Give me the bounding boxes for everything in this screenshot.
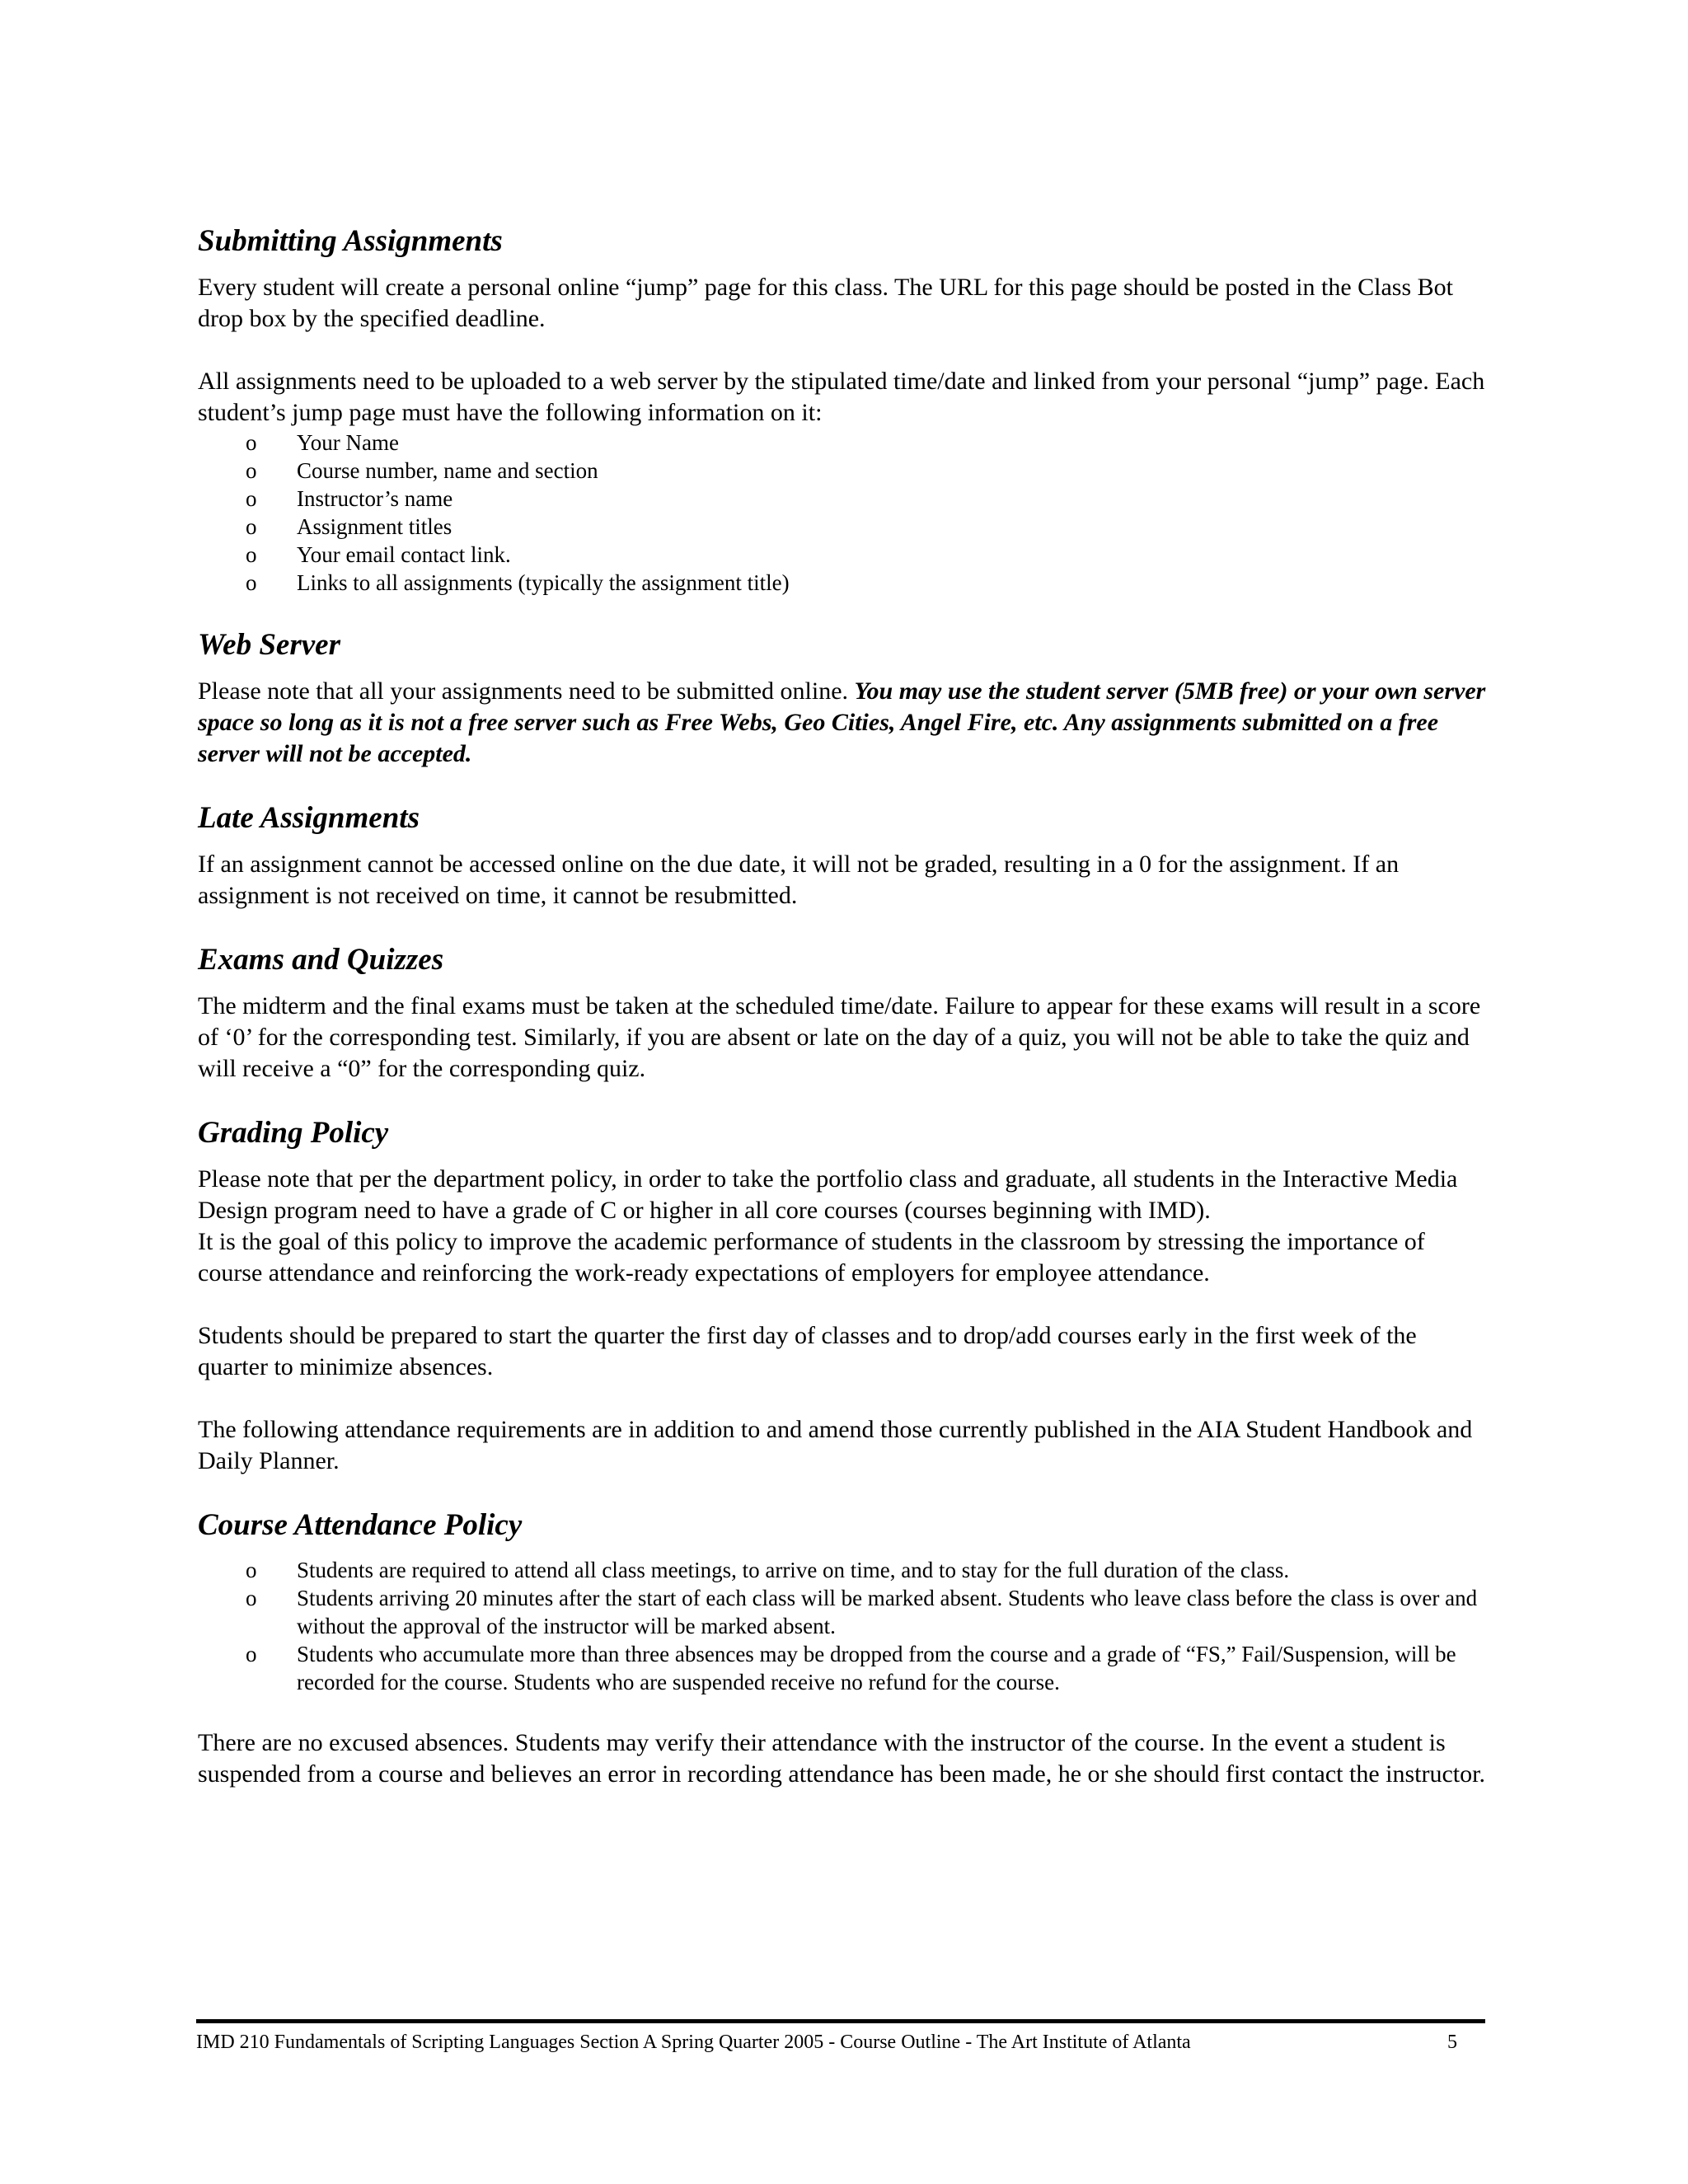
jump-page-requirements-list (198, 429, 1492, 597)
heading-course-attendance-policy: Course Attendance Policy (198, 1508, 523, 1542)
attendance-rules-list (198, 1556, 1492, 1696)
bullet-marker: o (246, 570, 257, 595)
heading-grading-policy: Grading Policy (198, 1116, 389, 1150)
list-item: o Students arriving 20 minutes after the start of each class will be marked absent. Students who leave class before the class is over and without the approval of the instructor will be marked absent. (246, 1586, 1478, 1638)
heading-web-server: Web Server (198, 628, 340, 662)
list-item: o Course number, name and section (246, 458, 598, 483)
bullet-marker: o (246, 486, 257, 511)
list-item: o Links to all assignments (typically the assignment title) (246, 570, 790, 595)
section-grading-policy (198, 1114, 1492, 1477)
bullet-marker: o (246, 542, 257, 567)
list-item: o Students who accumulate more than three absences may be dropped from the course and a grade of “FS,” Fail/Suspension, will be recorded for the course. Students who are suspended receive no refund for the course. (246, 1642, 1456, 1694)
list-item: o Your email contact link. (246, 542, 511, 567)
bullet-marker: o (246, 1586, 257, 1610)
paragraph-late-assignments: If an assignment cannot be accessed online on the due date, it will not be graded, resulting in a 0 for the assignment. If an assignment is not received on time, it cannot be resubmitted. (198, 851, 1400, 909)
heading-submitting-assignments: Submitting Assignments (198, 224, 503, 258)
section-web-server (198, 626, 1492, 770)
paragraph-excused-absences: There are no excused absences. Students may verify their attendance with the instructor of the course. In the event a student is suspended from a course and believes an error in recording attendance has been made, he or she should first contact the instructor. (198, 1729, 1485, 1788)
footer-text: IMD 210 Fundamentals of Scripting Languages Section A Spring Quarter 2005 - Course Outline - The Art Institute of Atlanta (196, 2032, 1191, 2053)
page-content (198, 223, 1492, 1790)
free-server-warning: You may use the student server (5MB free) or your own server space so long as it is not a free server such as Free Webs, Geo Cities, Angel Fire, etc. Any assignments submitted on a free server will not be accepted. (198, 677, 1486, 767)
paragraph-upload-requirements: All assignments need to be uploaded to a web server by the stipulated time/date and linked from your personal “jump” page. Each student’s jump page must have the following information on it: (198, 368, 1485, 426)
paragraph-web-server: Please note that all your assignments need to be submitted online. You may use the student server (5MB free) or your own server space so long as it is not a free server such as Free Webs, Geo Cities, Angel Fire, etc. Any assignments submitted on a free server will not be accepted. (198, 677, 1486, 767)
list-item: o Your Name (246, 430, 400, 455)
section-submitting-assignments (198, 223, 1492, 597)
section-exams-quizzes (198, 941, 1492, 1085)
bullet-marker: o (246, 1642, 257, 1666)
bullet-marker: o (246, 430, 257, 455)
list-item: o Assignment titles (246, 514, 452, 539)
bullet-marker: o (246, 514, 257, 539)
bullet-marker: o (246, 1558, 257, 1582)
paragraph-attendance-requirements: The following attendance requirements are in addition to and amend those currently published in the AIA Student Handbook and Daily Planner. (198, 1416, 1473, 1474)
paragraph-jump-page: Every student will create a personal online “jump” page for this class. The URL for this page should be posted in the Class Bot drop box by the specified deadline. (198, 274, 1453, 332)
list-item: o Students are required to attend all class meetings, to arrive on time, and to stay for the full duration of the class. (246, 1558, 1290, 1582)
paragraph-exams-quizzes: The midterm and the final exams must be taken at the scheduled time/date. Failure to appear for these exams will result in a score of ‘0’ for the corresponding test. Similarly, if you are absent or late on the day of a quiz, you will not be able to take the quiz and will receive a “0” for the corresponding quiz. (198, 992, 1481, 1082)
page-number: 5 (1447, 2032, 1457, 2053)
section-late-assignments (198, 799, 1492, 912)
page-footer (196, 2019, 1485, 2055)
paragraph-start-quarter: Students should be prepared to start the quarter the first day of classes and to drop/add courses early in the first week of the quarter to minimize absences. (198, 1322, 1417, 1380)
paragraph-policy-goal: It is the goal of this policy to improve the academic performance of students in the classroom by stressing the importance of course attendance and reinforcing the work-ready expectations of employers for employee attendance. (198, 1228, 1425, 1286)
heading-late-assignments: Late Assignments (198, 801, 420, 835)
section-course-attendance-policy (198, 1507, 1492, 1790)
heading-exams-quizzes: Exams and Quizzes (198, 943, 444, 977)
list-item: o Instructor’s name (246, 486, 453, 511)
bullet-marker: o (246, 458, 257, 483)
paragraph-grade-requirement: Please note that per the department policy, in order to take the portfolio class and graduate, all students in the Interactive Media Design program need to have a grade of C or higher in all core courses (courses beginning with IMD). (198, 1165, 1458, 1224)
